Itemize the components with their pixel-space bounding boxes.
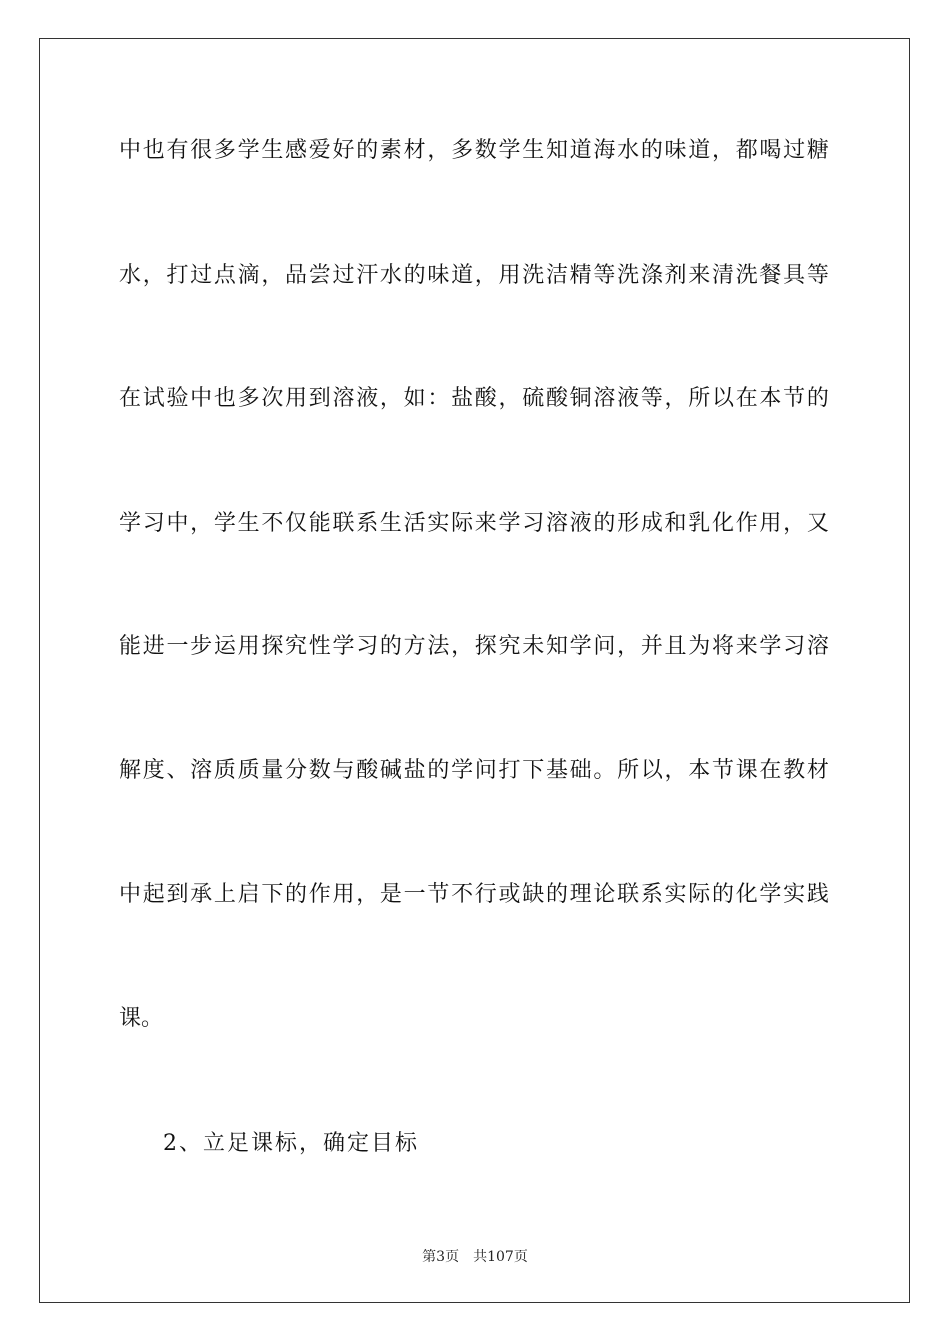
text-char: ， xyxy=(474,263,497,288)
text-char: 活 xyxy=(403,511,426,536)
text-char: 行 xyxy=(474,882,497,907)
text-char: ， xyxy=(451,634,474,659)
text-char: 洁 xyxy=(545,263,568,288)
text-char: 未 xyxy=(522,634,545,659)
text-char: 系 xyxy=(640,882,663,907)
text-char: 中 xyxy=(119,882,142,907)
text-char: 溶 xyxy=(593,386,616,411)
text-char: 生 xyxy=(261,138,284,163)
text-char: 为 xyxy=(688,634,711,659)
text-char: ， xyxy=(190,511,213,536)
text-char: ， xyxy=(261,263,284,288)
text-char: 打 xyxy=(498,758,521,783)
text-char: 如 xyxy=(403,386,426,411)
text-char: 形 xyxy=(617,511,640,536)
text-char: 或 xyxy=(498,882,521,907)
text-char: 方 xyxy=(403,634,426,659)
text-char: 多 xyxy=(451,138,474,163)
text-char: 仅 xyxy=(285,511,308,536)
text-char: 本 xyxy=(759,386,782,411)
text-char: 好 xyxy=(332,138,355,163)
text-char: ， xyxy=(379,386,402,411)
text-char: 乳 xyxy=(688,511,711,536)
text-char: 步 xyxy=(190,634,213,659)
text-char: 到 xyxy=(308,386,331,411)
text-char: 酸 xyxy=(545,386,568,411)
text-char: 的 xyxy=(593,511,616,536)
text-char: 实 xyxy=(783,882,806,907)
text-char: 的 xyxy=(403,263,426,288)
text-char: 海 xyxy=(593,138,616,163)
text-char: 洗 xyxy=(735,263,758,288)
text-char: 习 xyxy=(142,511,165,536)
text-char: 所 xyxy=(617,758,640,783)
text-char: 道 xyxy=(569,138,592,163)
text-char: 习 xyxy=(783,634,806,659)
text-char: 质 xyxy=(213,758,236,783)
text-char: 液 xyxy=(617,386,640,411)
text-char: 品 xyxy=(285,263,308,288)
text-char: 喝 xyxy=(759,138,782,163)
text-char: ， xyxy=(498,386,521,411)
text-char: 验 xyxy=(166,386,189,411)
text-char: 际 xyxy=(688,882,711,907)
text-char: 节 xyxy=(783,386,806,411)
text-char: 。 xyxy=(593,758,616,783)
text-char: 节 xyxy=(427,882,450,907)
text-char: 数 xyxy=(308,758,331,783)
text-char: 上 xyxy=(213,882,236,907)
text-char: 教 xyxy=(783,758,806,783)
text-char: 下 xyxy=(522,758,545,783)
text-char: ， xyxy=(142,263,165,288)
text-char: 溶 xyxy=(332,386,355,411)
text-char: ， xyxy=(356,882,379,907)
text-char: 溶 xyxy=(806,634,829,659)
text-char: 水 xyxy=(119,263,142,288)
text-char: 进 xyxy=(142,634,165,659)
text-char: 都 xyxy=(735,138,758,163)
text-char: 用 xyxy=(498,263,521,288)
text-char: 数 xyxy=(474,138,497,163)
text-char: 在 xyxy=(759,758,782,783)
body-text-line-3 xyxy=(119,385,829,413)
text-char: 成 xyxy=(640,511,663,536)
text-char: 理 xyxy=(569,882,592,907)
text-char: 作 xyxy=(735,511,758,536)
text-char: 液 xyxy=(569,511,592,536)
body-text-line-1 xyxy=(119,137,829,165)
text-char: 盐 xyxy=(451,386,474,411)
text-char: 并 xyxy=(640,634,663,659)
text-char: 素 xyxy=(379,138,402,163)
text-char: 实 xyxy=(427,511,450,536)
text-char: 基 xyxy=(545,758,568,783)
text-char: 水 xyxy=(379,263,402,288)
text-char: 又 xyxy=(806,511,829,536)
text-char: 将 xyxy=(711,634,734,659)
text-char: 液 xyxy=(356,386,379,411)
text-char: 等 xyxy=(593,263,616,288)
text-char: 水 xyxy=(617,138,640,163)
text-char: 味 xyxy=(427,263,450,288)
text-char: 等 xyxy=(806,263,829,288)
text-char: 下 xyxy=(261,882,284,907)
text-char: 化 xyxy=(711,511,734,536)
text-char: 一 xyxy=(166,634,189,659)
text-char: 铜 xyxy=(569,386,592,411)
text-char: ， xyxy=(664,758,687,783)
text-char: 础 xyxy=(569,758,592,783)
text-char: 洗 xyxy=(522,263,545,288)
text-char: 以 xyxy=(711,386,734,411)
text-char: 餐 xyxy=(759,263,782,288)
text-char: 分 xyxy=(285,758,308,783)
text-char: 学 xyxy=(119,511,142,536)
text-char: 尝 xyxy=(308,263,331,288)
text-char: 中 xyxy=(119,138,142,163)
text-char: 学 xyxy=(332,634,355,659)
text-char: 来 xyxy=(688,263,711,288)
text-char: 的 xyxy=(711,882,734,907)
text-char: 也 xyxy=(142,138,165,163)
text-char: 生 xyxy=(237,511,260,536)
text-char: 且 xyxy=(664,634,687,659)
text-char: 的 xyxy=(285,882,308,907)
text-char: 联 xyxy=(332,511,355,536)
text-char: 和 xyxy=(664,511,687,536)
text-char: 承 xyxy=(190,882,213,907)
text-char: ， xyxy=(783,511,806,536)
text-char: 践 xyxy=(806,882,829,907)
text-char: ： xyxy=(427,386,450,411)
text-char: 知 xyxy=(545,138,568,163)
text-char: 化 xyxy=(735,882,758,907)
text-char: 也 xyxy=(213,386,236,411)
text-char: 用 xyxy=(237,634,260,659)
text-char: 问 xyxy=(474,758,497,783)
text-char: 材 xyxy=(806,758,829,783)
text-char: 论 xyxy=(593,882,616,907)
text-char: 、 xyxy=(166,758,189,783)
text-char: 硫 xyxy=(522,386,545,411)
text-char: 汗 xyxy=(356,263,379,288)
text-char: 课 xyxy=(735,758,758,783)
text-char: 等 xyxy=(640,386,663,411)
text-char: 用 xyxy=(759,511,782,536)
text-char: 溶 xyxy=(545,511,568,536)
text-char: 质 xyxy=(237,758,260,783)
text-char: 运 xyxy=(213,634,236,659)
text-char: 涤 xyxy=(640,263,663,288)
text-char: 不 xyxy=(451,882,474,907)
page-footer xyxy=(0,1248,950,1266)
text-char: ， xyxy=(711,138,734,163)
text-char: 酸 xyxy=(474,386,497,411)
text-char: 打 xyxy=(166,263,189,288)
text-char: 与 xyxy=(332,758,355,783)
page-total: 共107页 xyxy=(473,1249,528,1265)
text-char: 过 xyxy=(783,138,806,163)
text-char: 洗 xyxy=(617,263,640,288)
text-char: 作 xyxy=(308,882,331,907)
text-char: ， xyxy=(617,634,640,659)
text-char: 中 xyxy=(166,511,189,536)
text-char: 道 xyxy=(451,263,474,288)
text-char: 以 xyxy=(640,758,663,783)
text-char: 点 xyxy=(213,263,236,288)
text-char: 究 xyxy=(285,634,308,659)
text-char: 溶 xyxy=(190,758,213,783)
text-char: 剂 xyxy=(664,263,687,288)
text-char: 味 xyxy=(664,138,687,163)
body-text-line-6 xyxy=(119,757,829,785)
text-char: 解 xyxy=(119,758,142,783)
text-char: ， xyxy=(427,138,450,163)
text-char: 能 xyxy=(119,634,142,659)
text-char: 到 xyxy=(166,882,189,907)
text-char: 用 xyxy=(332,882,355,907)
text-char: 性 xyxy=(308,634,331,659)
text-char: 盐 xyxy=(403,758,426,783)
text-char: 际 xyxy=(451,511,474,536)
text-char: 有 xyxy=(166,138,189,163)
text-char: 多 xyxy=(213,138,236,163)
text-char: 酸 xyxy=(356,758,379,783)
text-char: 的 xyxy=(640,138,663,163)
text-char: 道 xyxy=(688,138,711,163)
body-text-line-7 xyxy=(119,881,829,909)
text-char: 过 xyxy=(332,263,355,288)
body-text-line-8: 课。 xyxy=(119,1006,164,1031)
text-char: 用 xyxy=(285,386,308,411)
text-char: ， xyxy=(664,386,687,411)
text-char: 具 xyxy=(783,263,806,288)
text-char: 量 xyxy=(261,758,284,783)
text-char: 在 xyxy=(119,386,142,411)
text-char: 探 xyxy=(261,634,284,659)
body-text-line-2 xyxy=(119,262,829,290)
text-char: 很 xyxy=(190,138,213,163)
text-char: 节 xyxy=(711,758,734,783)
page-border xyxy=(39,38,910,1303)
text-char: 来 xyxy=(474,511,497,536)
text-char: 知 xyxy=(545,634,568,659)
text-char: 的 xyxy=(545,882,568,907)
text-char: 的 xyxy=(379,634,402,659)
text-char: 学 xyxy=(498,138,521,163)
text-char: 联 xyxy=(617,882,640,907)
text-char: 不 xyxy=(261,511,284,536)
text-char: 是 xyxy=(379,882,402,907)
text-char: 滴 xyxy=(237,263,260,288)
text-char: 生 xyxy=(379,511,402,536)
text-char: 的 xyxy=(806,386,829,411)
text-char: 学 xyxy=(213,511,236,536)
text-char: 材 xyxy=(403,138,426,163)
text-char: 学 xyxy=(759,634,782,659)
text-char: 习 xyxy=(356,634,379,659)
text-char: 感 xyxy=(285,138,308,163)
text-char: 来 xyxy=(735,634,758,659)
text-char: 生 xyxy=(522,138,545,163)
text-char: 问 xyxy=(593,634,616,659)
text-char: 碱 xyxy=(379,758,402,783)
text-char: 究 xyxy=(498,634,521,659)
text-char: 次 xyxy=(261,386,284,411)
text-char: 实 xyxy=(664,882,687,907)
text-char: 中 xyxy=(190,386,213,411)
text-char: 习 xyxy=(522,511,545,536)
body-text-line-4 xyxy=(119,510,829,538)
text-char: 学 xyxy=(759,882,782,907)
page-number: 第3页 xyxy=(422,1249,460,1265)
text-char: 糖 xyxy=(806,138,829,163)
text-char: 起 xyxy=(142,882,165,907)
text-char: 学 xyxy=(569,634,592,659)
text-char: 精 xyxy=(569,263,592,288)
text-char: 度 xyxy=(142,758,165,783)
text-char: 本 xyxy=(688,758,711,783)
section-heading: 2、立足课标，确定目标 xyxy=(163,1131,419,1156)
text-char: 启 xyxy=(237,882,260,907)
text-char: 法 xyxy=(427,634,450,659)
text-char: 试 xyxy=(142,386,165,411)
text-char: 探 xyxy=(474,634,497,659)
text-char: 的 xyxy=(427,758,450,783)
text-char: 一 xyxy=(403,882,426,907)
text-char: 过 xyxy=(190,263,213,288)
text-char: 在 xyxy=(735,386,758,411)
text-char: 多 xyxy=(237,386,260,411)
text-char: 所 xyxy=(688,386,711,411)
text-char: 的 xyxy=(356,138,379,163)
text-char: 爱 xyxy=(308,138,331,163)
text-char: 能 xyxy=(308,511,331,536)
text-char: 学 xyxy=(451,758,474,783)
text-char: 学 xyxy=(498,511,521,536)
text-char: 学 xyxy=(237,138,260,163)
text-char: 系 xyxy=(356,511,379,536)
text-char: 清 xyxy=(711,263,734,288)
text-char: 缺 xyxy=(522,882,545,907)
body-text-line-5 xyxy=(119,633,829,661)
